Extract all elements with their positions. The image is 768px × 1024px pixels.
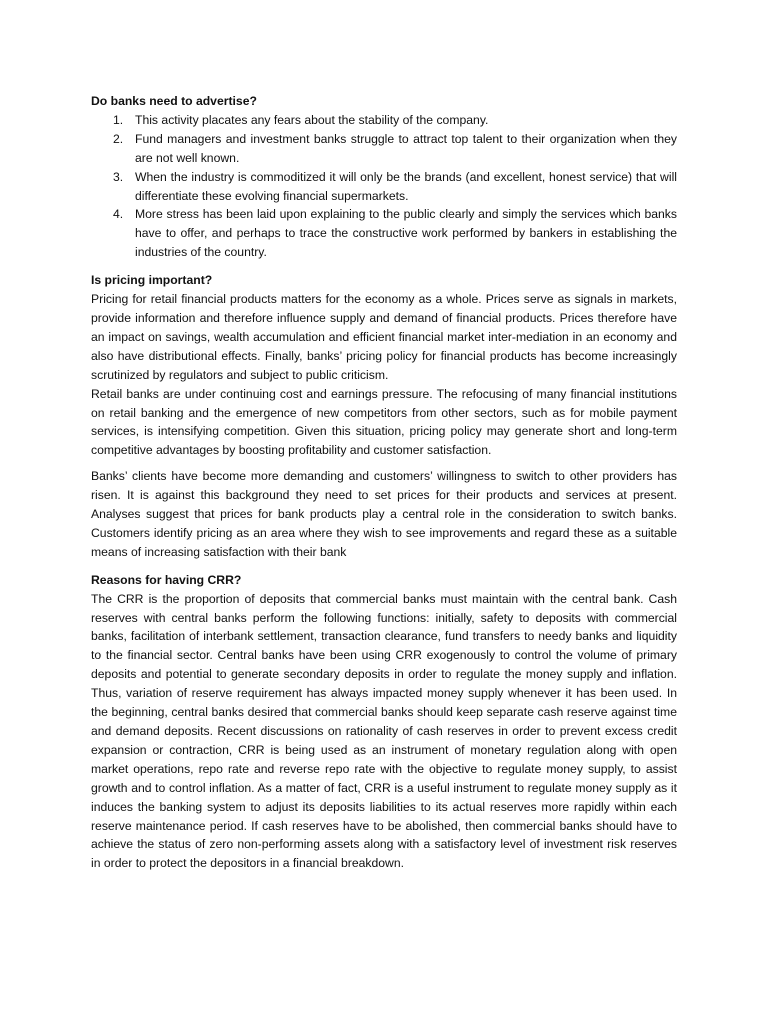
heading-pricing: Is pricing important?	[91, 273, 213, 288]
list-item	[91, 168, 677, 206]
list-number: 1.	[113, 112, 124, 127]
pricing-paragraph-1: Pricing for retail financial products matters for the economy as a whole. Prices serve as signals in markets, provide information and therefore influence supply and demand of financial products. Prices therefore have an impact on savings, wealth accumulation and efficient financial market inter-mediation in an economy and also have distributional effects. Finally, banks’ pricing policy for financial products has become increasingly scrutinized by regulators and subject to public criticism.	[91, 292, 677, 382]
list-item	[91, 111, 677, 130]
list-item	[91, 130, 677, 168]
list-number: 4.	[113, 207, 124, 222]
list-item-text: When the industry is commoditized it will only be the brands (and excellent, honest service) that will differentiate these evolving financial supermarkets.	[135, 169, 677, 203]
list-item-text: More stress has been laid upon explaining to the public clearly and simply the services which banks have to offer, and perhaps to trace the constructive work performed by bankers in establishing the industries of the country.	[135, 207, 677, 260]
list-item-text: Fund managers and investment banks struggle to attract top talent to their organization when they are not well known.	[135, 131, 677, 165]
heading-crr: Reasons for having CRR?	[91, 572, 242, 587]
heading-advertise: Do banks need to advertise?	[91, 94, 257, 108]
list-number: 3.	[113, 169, 124, 184]
list-item	[91, 205, 677, 262]
document-page	[91, 92, 677, 873]
list-number: 2.	[113, 131, 124, 146]
advertise-reasons-list	[91, 111, 677, 262]
crr-paragraph: The CRR is the proportion of deposits that commercial banks must maintain with the central bank. Cash reserves with central banks perform the following functions: initially, safety to deposits with commercial banks, facilitation of interbank settlement, transaction clearance, fund transfers to needy banks and liquidity to the financial sector. Central banks have been using CRR exogenously to control the volume of primary deposits and potential to generate secondary deposits in order to regulate the money supply and inflation. Thus, variation of reserve requirement has always impacted money supply whenever it has been used. In the beginning, central banks desired that commercial banks should keep separate cash reserve against time and demand deposits. Recent discussions on rationality of cash reserves in order to prevent excess credit expansion or contraction, CRR is being used as an instrument of monetary regulation along with open market operations, repo rate and reverse repo rate with the objective to regulate money supply, to assist growth and to control inflation. As a matter of fact, CRR is a useful instrument to regulate money supply as it induces the banking system to adjust its deposits liabilities to its actual reserves more rapidly within each reserve maintenance period. If cash reserves have to be abolished, then commercial banks should have to achieve the status of zero non-performing assets along with a satisfactory level of investment risk reserves in order to protect the depositors in a financial breakdown.	[91, 591, 677, 871]
list-item-text: This activity placates any fears about the stability of the company.	[135, 112, 489, 127]
pricing-paragraph-2: Retail banks are under continuing cost and earnings pressure. The refocusing of many financial institutions on retail banking and the emergence of new competitors from other sectors, such as for mobile payment services, is intensifying competition. Given this situation, pricing policy may generate short and long-term competitive advantages by boosting profitability and customer satisfaction.	[91, 386, 677, 458]
pricing-paragraph-3: Banks’ clients have become more demanding and customers’ willingness to switch to other providers has risen. It is against this background they need to set prices for their products and services at present. Analyses suggest that prices for bank products play a central role in the consideration to switch banks. Customers identify pricing as an area where they wish to see improvements and regard these as a suitable means of increasing satisfaction with their bank	[91, 469, 677, 559]
